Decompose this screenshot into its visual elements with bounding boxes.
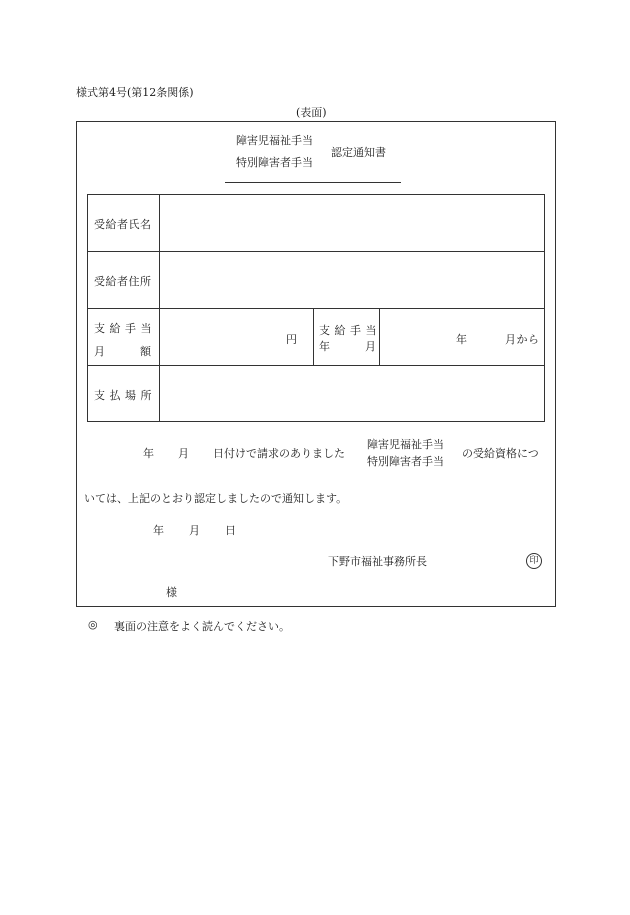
issue-year: 年 (153, 524, 164, 537)
start-year-unit: 年 (456, 333, 468, 346)
title-underline (225, 182, 401, 183)
row-divider (88, 251, 544, 252)
payment-start-label-line1: 支 給 手 当 (319, 324, 377, 337)
issuer-name: 下野市福祉事務所長 (328, 555, 427, 568)
title-allowance-line1: 障害児福祉手当 (236, 134, 313, 147)
double-circle-icon: ◎ (88, 618, 98, 631)
footer-note: 裏面の注意をよく読んでください。 (114, 620, 290, 633)
request-year: 年 (143, 447, 154, 460)
issue-day: 日 (225, 524, 236, 537)
cell-divider (313, 308, 314, 365)
label-column-divider (159, 195, 160, 422)
allowance-monthly-label-line2: 月 額 (94, 345, 152, 358)
yen-unit: 円 (286, 333, 298, 346)
title-main: 認定通知書 (331, 146, 386, 159)
request-text: 日付けで請求のありました (213, 447, 345, 460)
body-allowance-line2: 特別障害者手当 (367, 455, 444, 468)
allowance-monthly-label-line1: 支 給 手 当 (94, 322, 152, 335)
recipient-name-label: 受給者氏名 (94, 218, 152, 231)
title-allowance-line2: 特別障害者手当 (236, 156, 313, 169)
payment-place-label: 支 払 場 所 (94, 389, 152, 402)
addressee-honorific: 様 (166, 586, 177, 599)
start-month-from: 月から (505, 333, 540, 346)
row-divider (88, 365, 544, 366)
form-number: 様式第4号(第12条関係) (76, 86, 194, 99)
recipient-address-label: 受給者住所 (94, 275, 152, 288)
body-allowance-line1: 障害児福祉手当 (367, 438, 444, 451)
form-side-label: (表面) (296, 106, 327, 119)
body-continuation: いては、上記のとおり認定しましたので通知します。 (84, 492, 348, 505)
request-month: 月 (178, 447, 189, 460)
payment-start-label-line2: 年 月 (319, 340, 377, 353)
info-table (87, 194, 545, 422)
row-divider (88, 308, 544, 309)
eligibility-text: の受給資格につ (462, 447, 539, 460)
cell-divider (379, 308, 380, 365)
issue-month: 月 (189, 524, 200, 537)
seal-icon: 印 (526, 553, 542, 569)
